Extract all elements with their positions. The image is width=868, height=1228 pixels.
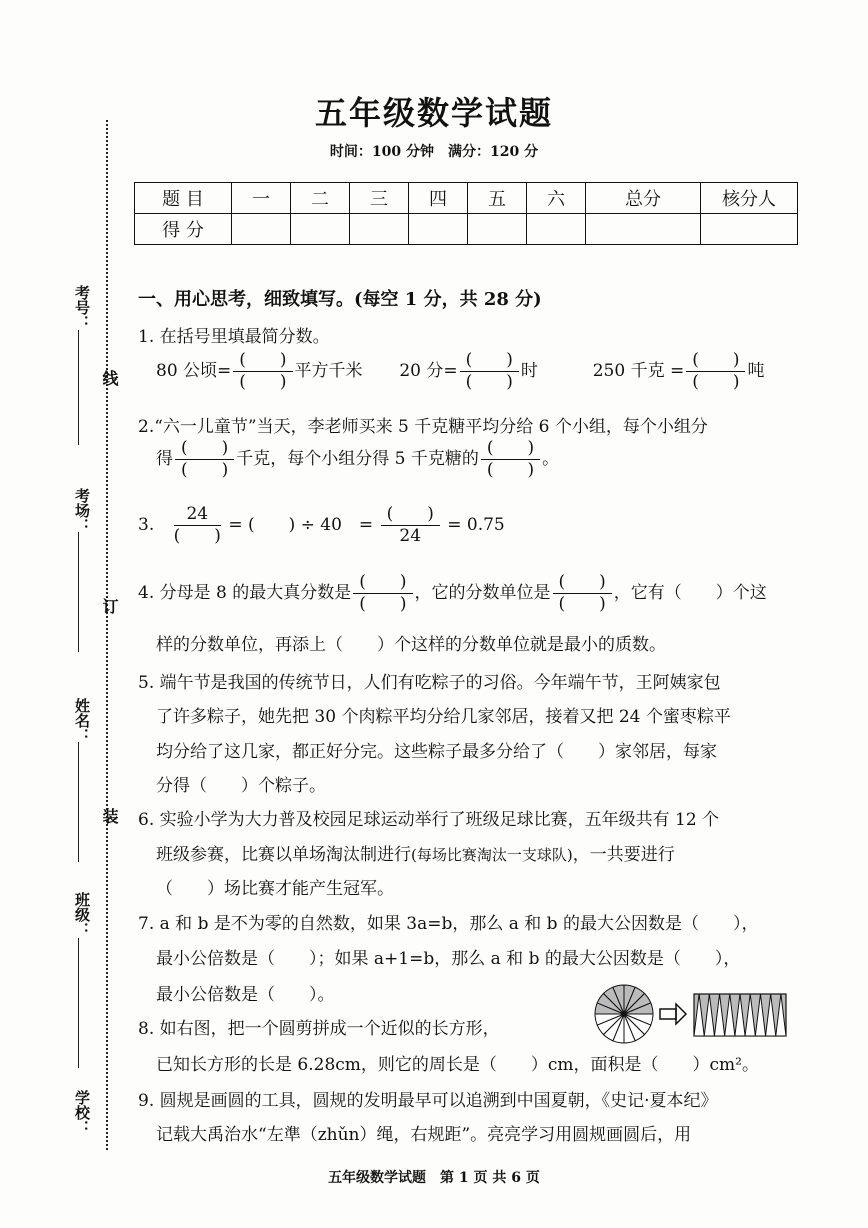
score-input-row xyxy=(135,214,798,245)
question-6-line3: （ ）场比赛才能产生冠军。 xyxy=(156,879,394,899)
q2-text-c: 。 xyxy=(542,449,560,469)
question-1-answers xyxy=(156,352,764,391)
label-exam-number: 考号： xyxy=(73,285,91,330)
fraction-blank[interactable]: $\frac{( )}{( )}$ xyxy=(175,440,234,479)
section-heading: 一、用心思考，细致填写。(每空 1 分，共 28 分) xyxy=(138,289,542,310)
question-2-line1: 2.“六一儿童节”当天，李老师买来 5 千克糖平均分给 6 个小组，每个小组分 xyxy=(138,417,708,437)
name-field[interactable] xyxy=(78,742,79,862)
score-header-cell: 总分 xyxy=(586,183,701,214)
score-header-cell: 六 xyxy=(527,183,586,214)
score-cell[interactable] xyxy=(586,214,701,245)
score-cell[interactable] xyxy=(527,214,586,245)
circle-to-rectangle-figure xyxy=(594,982,790,1046)
q1b-label: 20 分= xyxy=(399,361,458,381)
q4-text-a: 4. 分母是 8 的最大真分数是 xyxy=(138,583,352,603)
question-2-line2 xyxy=(156,440,559,479)
question-7-line2: 最小公倍数是（ ）；如果 a+1=b，那么 a 和 b 的最大公因数是（ ）， xyxy=(156,949,741,969)
question-6-line2 xyxy=(156,840,675,865)
binding-mark-bind: 装 xyxy=(100,808,119,824)
question-5-line4: 分得（ ）个粽子。 xyxy=(156,776,326,796)
binding-mark-staple: 订 xyxy=(100,598,119,614)
score-cell[interactable] xyxy=(232,214,291,245)
question-1-text: 1. 在括号里填最简分数。 xyxy=(138,327,330,347)
score-cell[interactable] xyxy=(409,214,468,245)
q3-equation-a: = ( ) ÷ 40 = xyxy=(228,515,374,535)
q4-text-b: ，它的分数单位是 xyxy=(414,583,551,603)
q1c-unit: 吨 xyxy=(747,361,765,381)
score-header-cell: 二 xyxy=(291,183,350,214)
question-8-line2: 已知长方形的长是 6.28cm，则它的周长是（ ）cm，面积是（ ）cm²。 xyxy=(156,1055,759,1075)
score-header-cell: 三 xyxy=(350,183,409,214)
q4-text-c: ，它有（ ）个这 xyxy=(613,583,767,603)
score-row-label: 得 分 xyxy=(135,214,232,245)
exam-room-field[interactable] xyxy=(78,532,79,652)
score-header-cell: 核分人 xyxy=(701,183,798,214)
question-5-line1: 5. 端午节是我国的传统节日，人们有吃粽子的习俗。今年端午节，王阿姨家包 xyxy=(138,673,721,693)
score-table xyxy=(134,182,798,245)
question-6-line1: 6. 实验小学为大力普及校园足球运动举行了班级足球比赛，五年级共有 12 个 xyxy=(138,810,720,830)
page-footer: 五年级数学试题 第 1 页 共 6 页 xyxy=(328,1170,540,1186)
q1c-label: 250 千克 = xyxy=(592,361,685,381)
fraction-blank[interactable]: $\frac{( )}{( )}$ xyxy=(460,352,519,391)
q2-text-a: 得 xyxy=(156,449,173,469)
question-7-line1: 7. a 和 b 是不为零的自然数，如果 3a=b，那么 a 和 b 的最大公因数是（ ）， xyxy=(138,914,759,934)
q1a-label: 80 公顷= xyxy=(156,361,232,381)
binding-dotted-line xyxy=(106,120,108,1150)
score-header-row xyxy=(135,183,798,214)
class-field[interactable] xyxy=(78,938,79,1068)
exam-info: 时间：100 分钟 满分：120 分 xyxy=(329,144,539,160)
fraction-blank[interactable]: $\frac{( )}{( )}$ xyxy=(553,574,612,613)
label-exam-room: 考场： xyxy=(73,488,91,533)
fraction-blank[interactable]: $\frac{( )}{( )}$ xyxy=(233,352,292,391)
q3-equation-b: = 0.75 xyxy=(447,515,505,535)
binding-margin xyxy=(58,120,118,1150)
q2-text-b: 千克，每个小组分得 5 千克糖的 xyxy=(236,449,479,469)
label-class: 班级： xyxy=(73,892,91,937)
question-4-line1 xyxy=(138,574,767,613)
score-header-cell: 四 xyxy=(409,183,468,214)
score-header-cell: 五 xyxy=(468,183,527,214)
question-4-line2: 样的分数单位，再添上（ ）个这样的分数单位就是最小的质数。 xyxy=(156,635,666,655)
sectored-circle-icon xyxy=(595,985,653,1043)
question-5-line3: 均分给了这几家，都正好分完。这些粽子最多分给了（ ）家邻居，每家 xyxy=(156,742,717,762)
q1a-unit: 平方千米 xyxy=(294,361,363,381)
score-cell[interactable] xyxy=(350,214,409,245)
q1b-unit: 时 xyxy=(520,361,538,381)
q6-text-c: ，一共要进行 xyxy=(572,845,675,865)
fraction-blank[interactable]: $\frac{( )}{( )}$ xyxy=(481,440,540,479)
fraction-blank[interactable]: $\frac{( )}{( )}$ xyxy=(686,352,745,391)
q3-number: 3. xyxy=(138,515,155,535)
approx-rectangle-icon xyxy=(694,994,786,1036)
label-school: 学校： xyxy=(73,1090,91,1135)
fraction-blank[interactable]: $\frac{24}{( )}$ xyxy=(173,504,221,546)
q6-text-a: 班级参赛，比赛以单场淘汰制进行 xyxy=(156,845,411,865)
fraction-blank[interactable]: $\frac{( )}{24}$ xyxy=(381,506,440,545)
question-9-line2: 记载大禹治水“左準（zhǔn）绳，右规距”。亮亮学习用圆规画圆后，用 xyxy=(156,1125,692,1145)
fraction-blank[interactable]: $\frac{( )}{( )}$ xyxy=(353,574,412,613)
page-title: 五年级数学试题 xyxy=(314,94,553,132)
q6-note: (每场比赛淘汰一支球队) xyxy=(411,846,573,864)
binding-mark-line: 线 xyxy=(100,370,119,386)
label-name: 姓名： xyxy=(73,698,91,743)
score-cell[interactable] xyxy=(468,214,527,245)
score-cell[interactable] xyxy=(701,214,798,245)
score-cell[interactable] xyxy=(291,214,350,245)
arrow-icon xyxy=(660,1004,686,1024)
score-header-cell: 题 目 xyxy=(135,183,232,214)
question-3 xyxy=(138,506,505,545)
score-header-cell: 一 xyxy=(232,183,291,214)
question-7-line3: 最小公倍数是（ ）。 xyxy=(156,985,335,1005)
question-5-line2: 了许多粽子，她先把 30 个肉粽平均分给几家邻居，接着又把 24 个蜜枣粽平 xyxy=(156,707,731,727)
question-9-line1: 9. 圆规是画圆的工具，圆规的发明最早可以追溯到中国夏朝，《史记·夏本纪》 xyxy=(138,1091,718,1111)
question-8-line1: 8. 如右图，把一个圆剪拼成一个近似的长方形， xyxy=(138,1019,500,1039)
exam-number-field[interactable] xyxy=(78,330,79,445)
